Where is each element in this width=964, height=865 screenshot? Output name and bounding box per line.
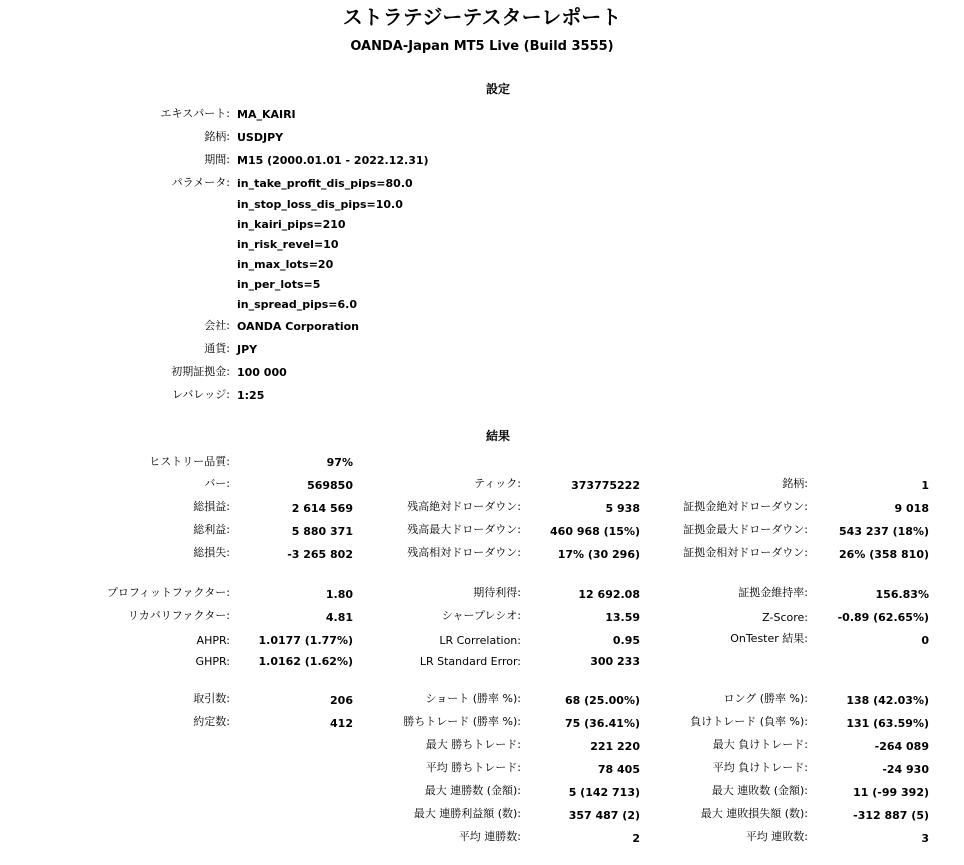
equity-max-drawdown-value: 543 237 (18%) bbox=[839, 525, 929, 538]
margin-level-value: 156.83% bbox=[875, 588, 929, 601]
company-label: 会社: bbox=[204, 319, 230, 332]
loss-trades-label: 負けトレード (負率 %): bbox=[690, 715, 808, 728]
gross-profit-label: 総利益: bbox=[193, 523, 230, 536]
largest-profit-trade-label: 最大 勝ちトレード: bbox=[425, 738, 521, 751]
profit-trades-value: 75 (36.41%) bbox=[564, 717, 640, 730]
symbols-label: 銘柄: bbox=[782, 477, 808, 490]
expected-payoff-label: 期待利得: bbox=[473, 586, 521, 599]
largest-profit-trade-value: 221 220 bbox=[590, 740, 640, 753]
history-quality-value: 97% bbox=[326, 456, 353, 469]
loss-trades-value: 131 (63.59%) bbox=[846, 717, 929, 730]
ghpr-label: GHPR: bbox=[195, 655, 230, 668]
short-trades-value: 68 (25.00%) bbox=[564, 694, 640, 707]
initial-deposit-label: 初期証拠金: bbox=[171, 365, 230, 378]
symbols-value: 1 bbox=[921, 479, 929, 492]
average-profit-trade-value: 78 405 bbox=[597, 763, 640, 776]
largest-loss-trade-label: 最大 負けトレード: bbox=[712, 738, 808, 751]
total-trades-value: 206 bbox=[330, 694, 353, 707]
z-score-label: Z-Score: bbox=[762, 611, 808, 624]
balance-max-drawdown-value: 460 968 (15%) bbox=[550, 525, 640, 538]
average-profit-trade-label: 平均 勝ちトレード: bbox=[425, 761, 521, 774]
bars-label: バー: bbox=[204, 477, 230, 490]
z-score-value: -0.89 (62.65%) bbox=[837, 611, 929, 624]
parameters-label: パラメータ: bbox=[171, 176, 230, 189]
average-consecutive-losses-label: 平均 連敗数: bbox=[745, 830, 808, 843]
equity-abs-drawdown-label: 証拠金絶対ドローダウン: bbox=[683, 500, 808, 513]
long-trades-label: ロング (勝率 %): bbox=[723, 692, 808, 705]
net-profit-label: 総損益: bbox=[193, 500, 230, 513]
lr-correlation-label: LR Correlation: bbox=[439, 634, 521, 647]
total-deals-label: 約定数: bbox=[193, 715, 230, 728]
lr-standard-error-value: 300 233 bbox=[590, 655, 640, 668]
ahpr-value: 1.0177 (1.77%) bbox=[258, 634, 353, 647]
max-consecutive-wins-value: 5 (142 713) bbox=[568, 786, 640, 799]
parameter-item: in_stop_loss_dis_pips=10.0 bbox=[237, 198, 403, 211]
max-consecutive-losses-value: 11 (-99 392) bbox=[853, 786, 929, 799]
initial-deposit-value: 100 000 bbox=[237, 366, 287, 379]
period-value: M15 (2000.01.01 - 2022.12.31) bbox=[237, 154, 429, 167]
max-consecutive-loss-label: 最大 連敗損失額 (数): bbox=[700, 807, 808, 820]
average-loss-trade-value: -24 930 bbox=[882, 763, 929, 776]
ontester-result-label: OnTester 結果: bbox=[730, 632, 808, 645]
period-label: 期間: bbox=[204, 153, 230, 166]
max-consecutive-losses-label: 最大 連敗数 (金額): bbox=[711, 784, 808, 797]
balance-abs-drawdown-label: 残高絶対ドローダウン: bbox=[407, 500, 521, 513]
profit-factor-value: 1.80 bbox=[325, 588, 353, 601]
profit-trades-label: 勝ちトレード (勝率 %): bbox=[403, 715, 521, 728]
largest-loss-trade-value: -264 089 bbox=[874, 740, 929, 753]
parameter-item: in_max_lots=20 bbox=[237, 258, 334, 271]
short-trades-label: ショート (勝率 %): bbox=[425, 692, 521, 705]
sharpe-ratio-label: シャープレシオ: bbox=[441, 609, 521, 622]
max-consecutive-wins-label: 最大 連勝数 (金額): bbox=[424, 784, 521, 797]
balance-max-drawdown-label: 残高最大ドローダウン: bbox=[407, 523, 521, 536]
expert-label: エキスパート: bbox=[160, 107, 230, 120]
report-title: ストラテジーテスターレポート bbox=[342, 5, 622, 29]
parameter-item: in_per_lots=5 bbox=[237, 278, 321, 291]
gross-loss-label: 総損失: bbox=[193, 546, 230, 559]
total-trades-label: 取引数: bbox=[193, 692, 230, 705]
symbol-value: USDJPY bbox=[237, 131, 284, 144]
parameter-item: in_risk_revel=10 bbox=[237, 238, 339, 251]
currency-value: JPY bbox=[237, 343, 258, 356]
equity-rel-drawdown-value: 26% (358 810) bbox=[839, 548, 929, 561]
equity-abs-drawdown-value: 9 018 bbox=[894, 502, 929, 515]
company-value: OANDA Corporation bbox=[237, 320, 359, 333]
equity-max-drawdown-label: 証拠金最大ドローダウン: bbox=[683, 523, 808, 536]
lr-correlation-value: 0.95 bbox=[612, 634, 640, 647]
parameter-item: in_kairi_pips=210 bbox=[237, 218, 346, 231]
leverage-value: 1:25 bbox=[237, 389, 265, 402]
balance-rel-drawdown-label: 残高相対ドローダウン: bbox=[407, 546, 521, 559]
expert-value: MA_KAIRI bbox=[237, 108, 296, 121]
total-deals-value: 412 bbox=[330, 717, 353, 730]
average-consecutive-wins-value: 2 bbox=[632, 832, 640, 845]
lr-standard-error-label: LR Standard Error: bbox=[419, 655, 521, 668]
expected-payoff-value: 12 692.08 bbox=[578, 588, 640, 601]
symbol-label: 銘柄: bbox=[204, 130, 230, 143]
ticks-label: ティック: bbox=[474, 477, 521, 490]
server-build: OANDA-Japan MT5 Live (Build 3555) bbox=[350, 39, 614, 54]
max-consecutive-profit-value: 357 487 (2) bbox=[568, 809, 640, 822]
ticks-value: 373775222 bbox=[571, 479, 640, 492]
balance-abs-drawdown-value: 5 938 bbox=[605, 502, 640, 515]
margin-level-label: 証拠金維持率: bbox=[738, 586, 808, 599]
parameter-item: in_spread_pips=6.0 bbox=[237, 298, 357, 311]
ontester-result-value: 0 bbox=[921, 634, 929, 647]
leverage-label: レバレッジ: bbox=[172, 388, 230, 401]
long-trades-value: 138 (42.03%) bbox=[846, 694, 929, 707]
average-consecutive-wins-label: 平均 連勝数: bbox=[458, 830, 521, 843]
max-consecutive-loss-value: -312 887 (5) bbox=[853, 809, 929, 822]
recovery-factor-label: リカバリファクター: bbox=[127, 609, 230, 622]
gross-loss-value: -3 265 802 bbox=[287, 548, 353, 561]
sharpe-ratio-value: 13.59 bbox=[605, 611, 640, 624]
history-quality-label: ヒストリー品質: bbox=[149, 455, 230, 468]
parameter-item: in_take_profit_dis_pips=80.0 bbox=[237, 177, 413, 190]
ahpr-label: AHPR: bbox=[196, 634, 230, 647]
results-heading: 結果 bbox=[485, 429, 510, 443]
ghpr-value: 1.0162 (1.62%) bbox=[258, 655, 353, 668]
gross-profit-value: 5 880 371 bbox=[291, 525, 353, 538]
average-loss-trade-label: 平均 負けトレード: bbox=[712, 761, 808, 774]
max-consecutive-profit-label: 最大 連勝利益額 (数): bbox=[413, 807, 521, 820]
equity-rel-drawdown-label: 証拠金相対ドローダウン: bbox=[683, 546, 808, 559]
settings-heading: 設定 bbox=[485, 82, 510, 96]
balance-rel-drawdown-value: 17% (30 296) bbox=[557, 548, 640, 561]
recovery-factor-value: 4.81 bbox=[325, 611, 353, 624]
currency-label: 通貨: bbox=[204, 342, 230, 355]
net-profit-value: 2 614 569 bbox=[291, 502, 353, 515]
average-consecutive-losses-value: 3 bbox=[921, 832, 929, 845]
profit-factor-label: プロフィットファクター: bbox=[106, 586, 230, 599]
bars-value: 569850 bbox=[307, 479, 353, 492]
